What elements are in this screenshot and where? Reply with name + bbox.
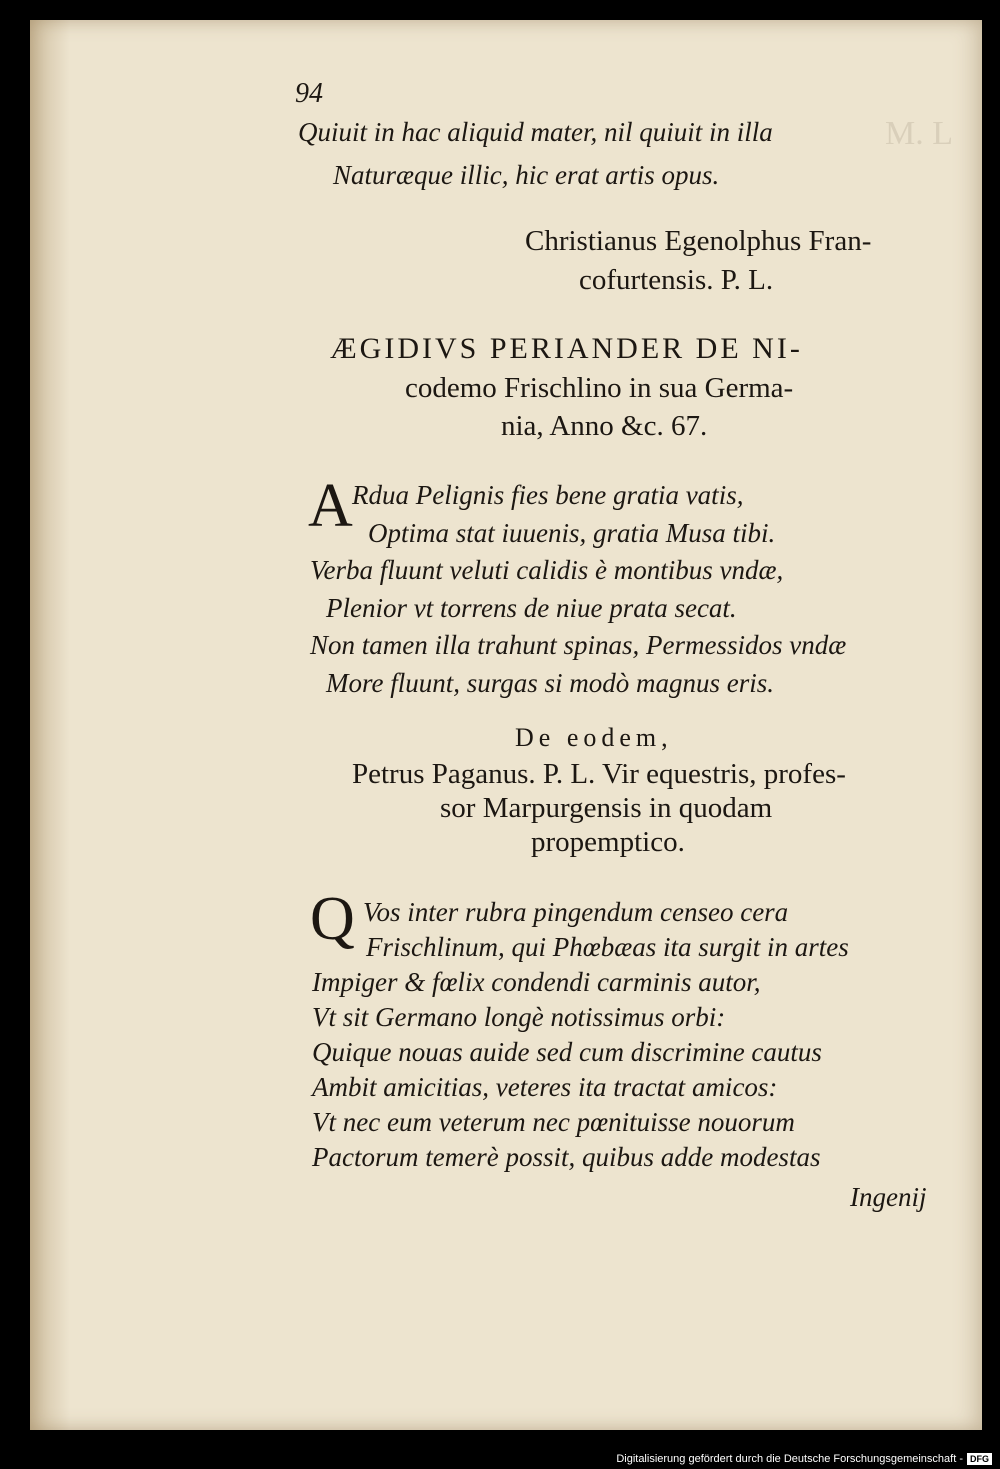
verse-line: Impiger & fœlix condendi carminis autor, bbox=[312, 967, 761, 997]
verse-line: Naturæque illic, hic erat artis opus. bbox=[333, 160, 720, 190]
verse-line: Ambit amicitias, veteres ita tractat amicos: bbox=[312, 1072, 778, 1102]
section-heading: codemo Frischlino in sua Germa- bbox=[405, 372, 794, 404]
footer-credit bbox=[616, 1453, 992, 1465]
page-number: 94 bbox=[295, 78, 323, 109]
verse-line: Plenior vt torrens de niue prata secat. bbox=[326, 593, 737, 623]
verse-line: Pactorum temerè possit, quibus adde modestas bbox=[312, 1142, 821, 1172]
verse-line: Quiuit in hac aliquid mater, nil quiuit in illa bbox=[298, 117, 773, 147]
section-heading: Petrus Paganus. P. L. Vir equestris, profes- bbox=[352, 758, 846, 790]
signature-line: cofurtensis. P. L. bbox=[579, 264, 774, 296]
section-heading: De eodem, bbox=[515, 723, 673, 752]
book-page bbox=[30, 20, 982, 1430]
verse-line: Frischlinum, qui Phœbæas ita surgit in artes bbox=[366, 932, 849, 962]
verse-line: Vt nec eum veterum nec pœnituisse nouorum bbox=[312, 1107, 795, 1137]
catchword: Ingenij bbox=[850, 1182, 927, 1212]
verse-line: Quique nouas auide sed cum discrimine cautus bbox=[312, 1037, 822, 1067]
signature-line: Christianus Egenolphus Fran- bbox=[525, 225, 872, 257]
drop-cap: Q bbox=[310, 885, 355, 953]
verse-line: More fluunt, surgas si modò magnus eris. bbox=[326, 668, 775, 698]
section-heading: ÆGIDIVS PERIANDER DE NI- bbox=[330, 332, 803, 365]
dfg-logo-icon: DFG bbox=[967, 1453, 992, 1465]
verse-line: Verba fluunt veluti calidis è montibus vndæ, bbox=[310, 555, 784, 585]
section-heading: sor Marpurgensis in quodam bbox=[440, 792, 773, 824]
footer-text: Digitalisierung gefördert durch die Deutsche Forschungsgemeinschaft - bbox=[616, 1453, 963, 1465]
verse-line: Vt sit Germano longè notissimus orbi: bbox=[312, 1002, 726, 1032]
section-heading: nia, Anno &c. 67. bbox=[501, 410, 708, 442]
verse-line: Optima stat iuuenis, gratia Musa tibi. bbox=[368, 518, 776, 548]
verse-line: Non tamen illa trahunt spinas, Permessidos vndæ bbox=[310, 630, 847, 660]
show-through: M. L bbox=[885, 115, 953, 152]
verse-line: Rdua Pelignis fies bene gratia vatis, bbox=[352, 480, 744, 510]
section-heading: propemptico. bbox=[531, 826, 685, 858]
verse-line: Vos inter rubra pingendum censeo cera bbox=[363, 897, 789, 927]
drop-cap: A bbox=[308, 472, 353, 540]
